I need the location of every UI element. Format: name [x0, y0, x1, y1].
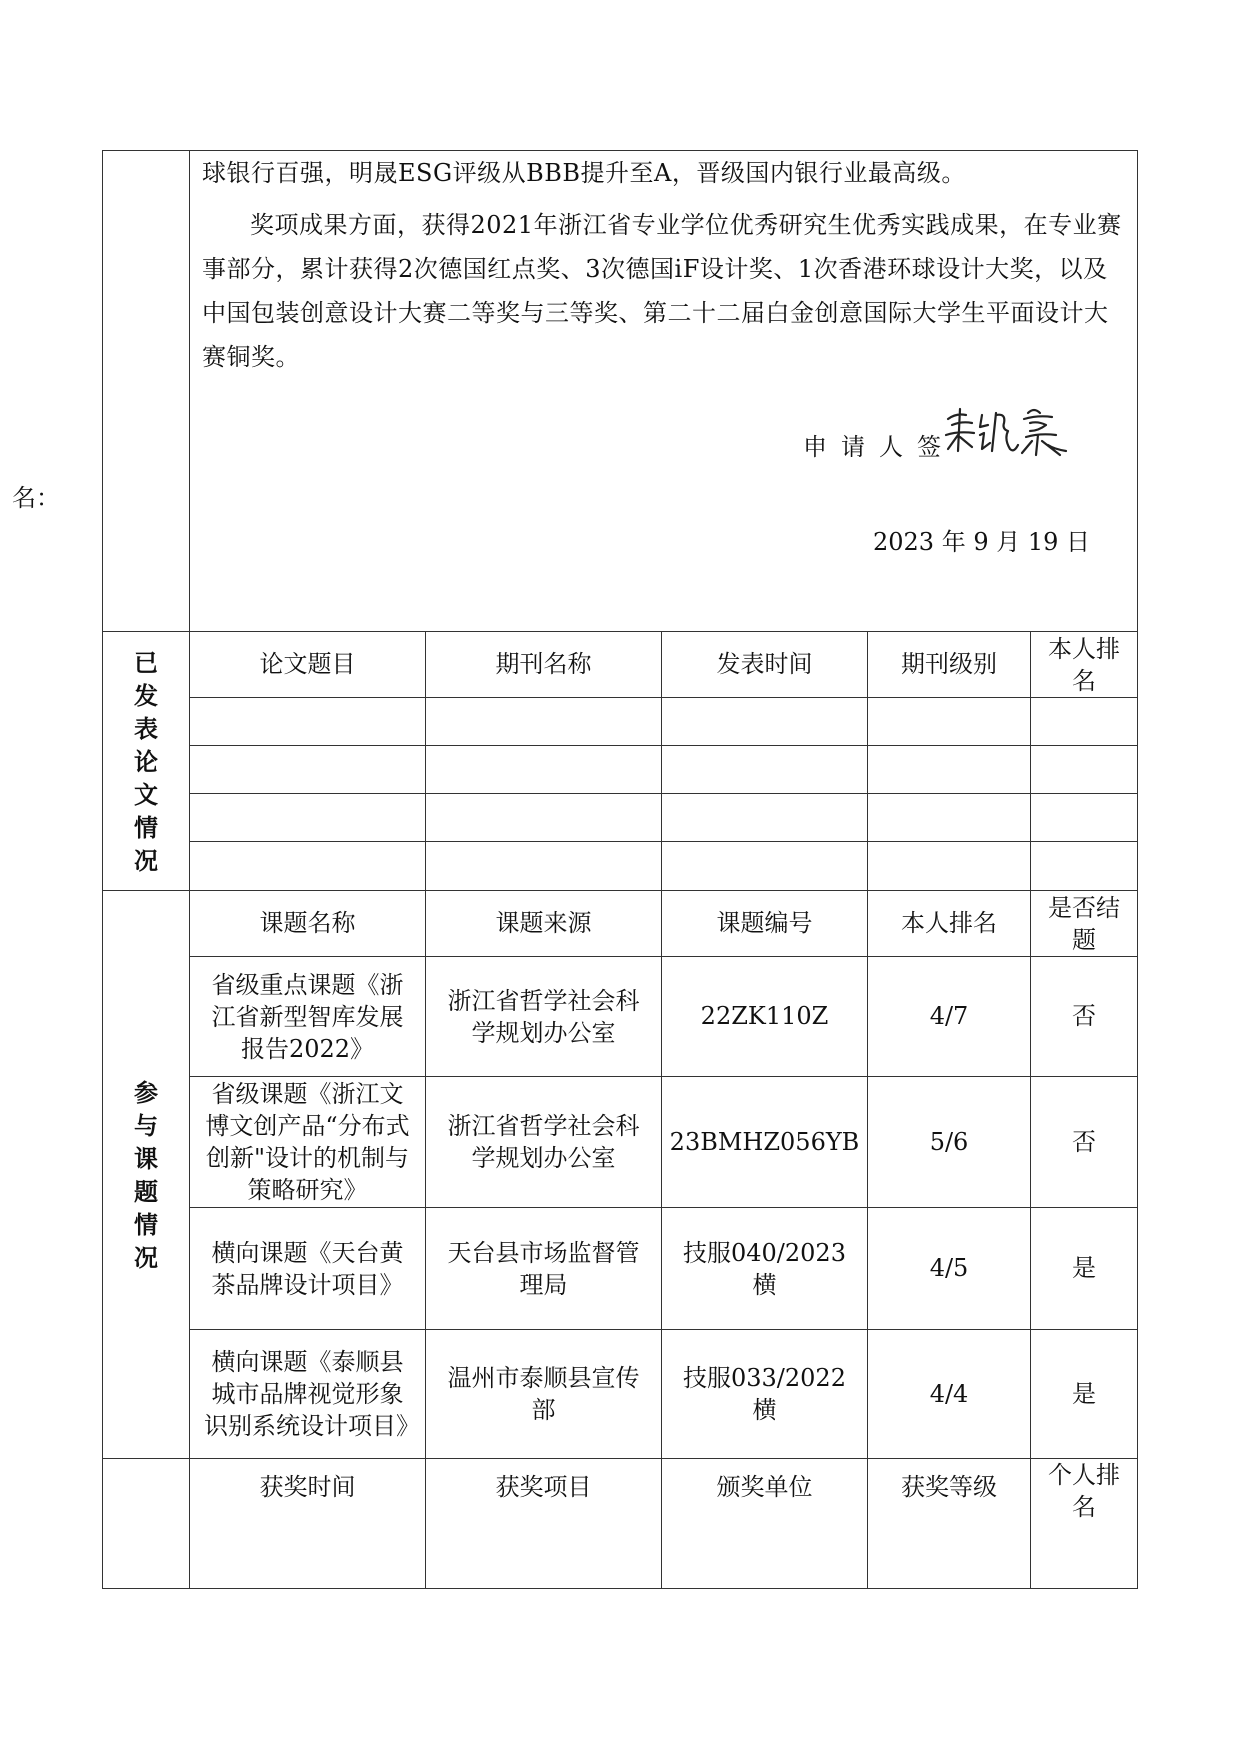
projects-header-source: 课题来源: [426, 891, 662, 957]
papers-cell: [662, 746, 868, 794]
signature-label-continued: 名：: [12, 484, 60, 512]
project-source-cell: 温州市泰顺县宣传部: [426, 1330, 662, 1459]
project-source-cell: 天台县市场监督管理局: [426, 1208, 662, 1330]
papers-cell: [868, 794, 1031, 842]
project-code-cell: 技服040/2023横: [662, 1208, 868, 1330]
papers-cell: [426, 698, 662, 746]
papers-header-level: 期刊级别: [868, 632, 1031, 698]
project-concluded-cell: 是: [1031, 1330, 1138, 1459]
project-name-cell: 横向课题《泰顺县城市品牌视觉形象识别系统设计项目》: [190, 1330, 426, 1459]
application-form-table: [102, 150, 1138, 1589]
awards-side-cell: [103, 1459, 190, 1589]
awards-header-issuer: 颁奖单位: [662, 1459, 868, 1589]
project-concluded-cell: 否: [1031, 1077, 1138, 1208]
papers-cell: [426, 794, 662, 842]
papers-cell: [662, 794, 868, 842]
awards-header-item: 获奖项目: [426, 1459, 662, 1589]
project-rank-cell: 4/5: [868, 1208, 1031, 1330]
project-source-cell: 浙江省哲学社会科学规划办公室: [426, 957, 662, 1077]
papers-cell: [190, 842, 426, 891]
projects-header-concluded: 是否结题: [1031, 891, 1138, 957]
papers-cell: [868, 698, 1031, 746]
project-concluded-cell: 否: [1031, 957, 1138, 1077]
papers-cell: [190, 698, 426, 746]
papers-cell: [426, 842, 662, 891]
papers-cell: [1031, 842, 1138, 891]
project-name-cell: 省级重点课题《浙江省新型智库发展报告2022》: [190, 957, 426, 1077]
papers-cell: [426, 746, 662, 794]
project-name-cell: 横向课题《天台黄茶品牌设计项目》: [190, 1208, 426, 1330]
handwritten-signature: [942, 405, 1072, 465]
awards-header-grade: 获奖等级: [868, 1459, 1031, 1589]
papers-cell: [1031, 698, 1138, 746]
projects-header-name: 课题名称: [190, 891, 426, 957]
project-code-cell: 技服033/2022横: [662, 1330, 868, 1459]
papers-cell: [1031, 746, 1138, 794]
statement-cell: [190, 151, 1138, 632]
statement-side-cell: [103, 151, 190, 632]
project-concluded-cell: 是: [1031, 1208, 1138, 1330]
papers-header-date: 发表时间: [662, 632, 868, 698]
papers-header-rank: 本人排名: [1031, 632, 1138, 698]
papers-cell: [1031, 794, 1138, 842]
papers-cell: [662, 842, 868, 891]
project-source-cell: 浙江省哲学社会科学规划办公室: [426, 1077, 662, 1208]
projects-side-label: 参 与 课 题 情 况: [103, 891, 190, 1459]
project-rank-cell: 5/6: [868, 1077, 1031, 1208]
papers-header-journal: 期刊名称: [426, 632, 662, 698]
project-code-cell: 22ZK110Z: [662, 957, 868, 1077]
papers-cell: [868, 746, 1031, 794]
statement-paragraph-1: 球银行百强，明晟ESG评级从BBB提升至A，晋级国内银行业最高级。: [202, 159, 966, 187]
project-rank-cell: 4/4: [868, 1330, 1031, 1459]
applicant-signature-label: 申请人签: [803, 433, 955, 461]
papers-side-label: 已 发 表 论 文 情 况: [103, 632, 190, 891]
projects-header-code: 课题编号: [662, 891, 868, 957]
signature-date: 2023 年 9 月 19 日: [873, 528, 1091, 556]
papers-cell: [190, 794, 426, 842]
papers-header-title: 论文题目: [190, 632, 426, 698]
project-code-cell: 23BMHZ056YB: [662, 1077, 868, 1208]
awards-header-time: 获奖时间: [190, 1459, 426, 1589]
statement-paragraph-2: 奖项成果方面，获得2021年浙江省专业学位优秀研究生优秀实践成果，在专业赛事部分，累计获得2次德国红点奖、3次德国iF设计奖、1次香港环球设计大奖，以及中国包装创意设计大赛二等奖与三等奖、第二十二届白金创意国际大学生平面设计大赛铜奖。: [202, 211, 1122, 371]
project-name-cell: 省级课题《浙江文博文创产品“分布式创新"设计的机制与策略研究》: [190, 1077, 426, 1208]
papers-cell: [190, 746, 426, 794]
awards-header-rank: 个人排名: [1031, 1459, 1138, 1589]
papers-cell: [868, 842, 1031, 891]
project-rank-cell: 4/7: [868, 957, 1031, 1077]
projects-header-rank: 本人排名: [868, 891, 1031, 957]
papers-cell: [662, 698, 868, 746]
